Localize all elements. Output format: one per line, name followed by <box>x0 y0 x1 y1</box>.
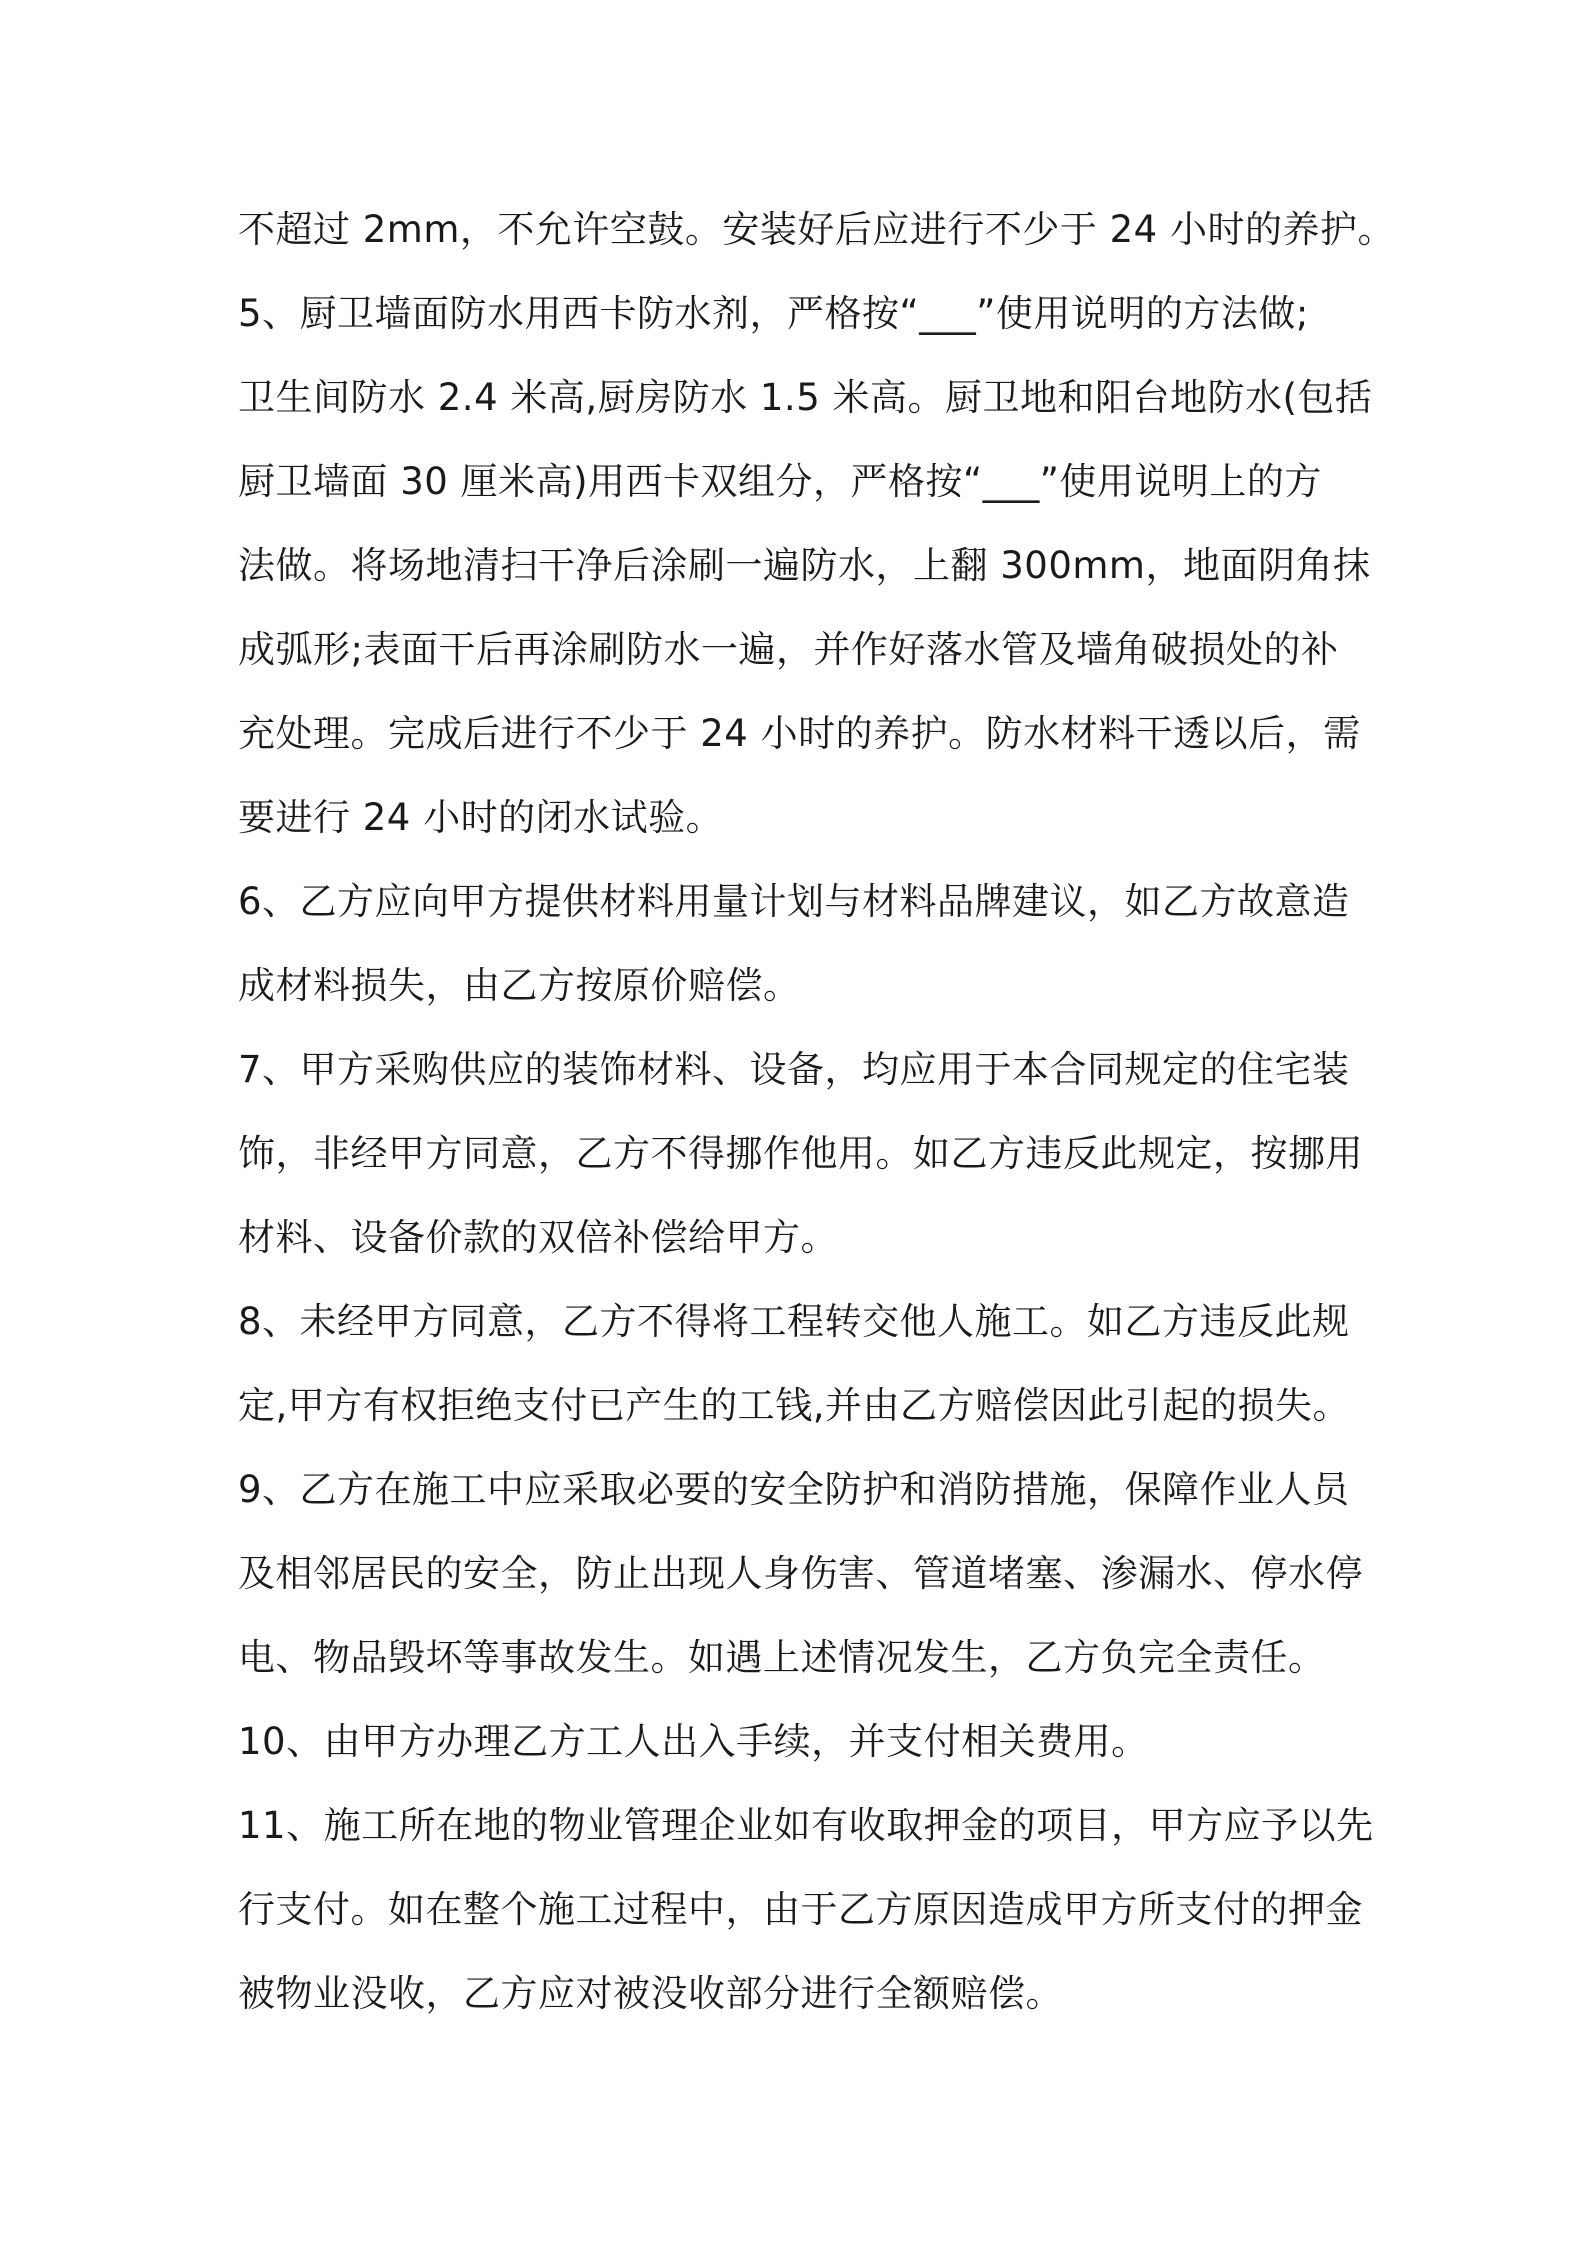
text-line: 6、乙方应向甲方提供材料用量计划与材料品牌建议，如乙方故意造 <box>238 880 1350 923</box>
text-line: 8、未经甲方同意，乙方不得将工程转交他人施工。如乙方违反此规 <box>238 1300 1350 1343</box>
text-line: 要进行 24 小时的闭水试验。 <box>238 796 724 839</box>
text-line: 不超过 2mm，不允许空鼓。安装好后应进行不少于 24 小时的养护。 <box>238 208 1395 251</box>
text-line: 厨卫墙面 30 厘米高)用西卡双组分，严格按“___”使用说明上的方 <box>238 460 1322 503</box>
text-line: 及相邻居民的安全，防止出现人身伤害、管道堵塞、渗漏水、停水停 <box>238 1552 1363 1595</box>
text-line: 9、乙方在施工中应采取必要的安全防护和消防措施，保障作业人员 <box>238 1468 1350 1511</box>
text-line: 法做。将场地清扫干净后涂刷一遍防水，上翻 300mm，地面阴角抹 <box>238 544 1371 587</box>
text-line: 10、由甲方办理乙方工人出入手续，并支付相关费用。 <box>238 1720 1149 1763</box>
text-line: 被物业没收，乙方应对被没收部分进行全额赔偿。 <box>238 1972 1063 2015</box>
text-line: 行支付。如在整个施工过程中，由于乙方原因造成甲方所支付的押金 <box>238 1888 1363 1931</box>
text-line: 材料、设备价款的双倍补偿给甲方。 <box>238 1216 838 1259</box>
text-line: 充处理。完成后进行不少于 24 小时的养护。防水材料干透以后，需 <box>238 712 1361 755</box>
text-line: 成弧形;表面干后再涂刷防水一遍，并作好落水管及墙角破损处的补 <box>238 628 1339 671</box>
text-line: 卫生间防水 2.4 米高,厨房防水 1.5 米高。厨卫地和阳台地防水(包括 <box>238 376 1373 419</box>
text-line: 饰，非经甲方同意，乙方不得挪作他用。如乙方违反此规定，按挪用 <box>238 1132 1363 1175</box>
text-line: 7、甲方采购供应的装饰材料、设备，均应用于本合同规定的住宅装 <box>238 1048 1350 1091</box>
text-line: 定,甲方有权拒绝支付已产生的工钱,并由乙方赔偿因此引起的损失。 <box>238 1384 1351 1427</box>
text-line: 成材料损失，由乙方按原价赔偿。 <box>238 964 801 1007</box>
text-line: 电、物品毁坏等事故发生。如遇上述情况发生，乙方负完全责任。 <box>238 1636 1326 1679</box>
text-line: 5、厨卫墙面防水用西卡防水剂，严格按“___”使用说明的方法做; <box>238 292 1309 335</box>
document-body <box>238 188 1395 2036</box>
text-line: 11、施工所在地的物业管理企业如有收取押金的项目，甲方应予以先 <box>238 1804 1374 1847</box>
